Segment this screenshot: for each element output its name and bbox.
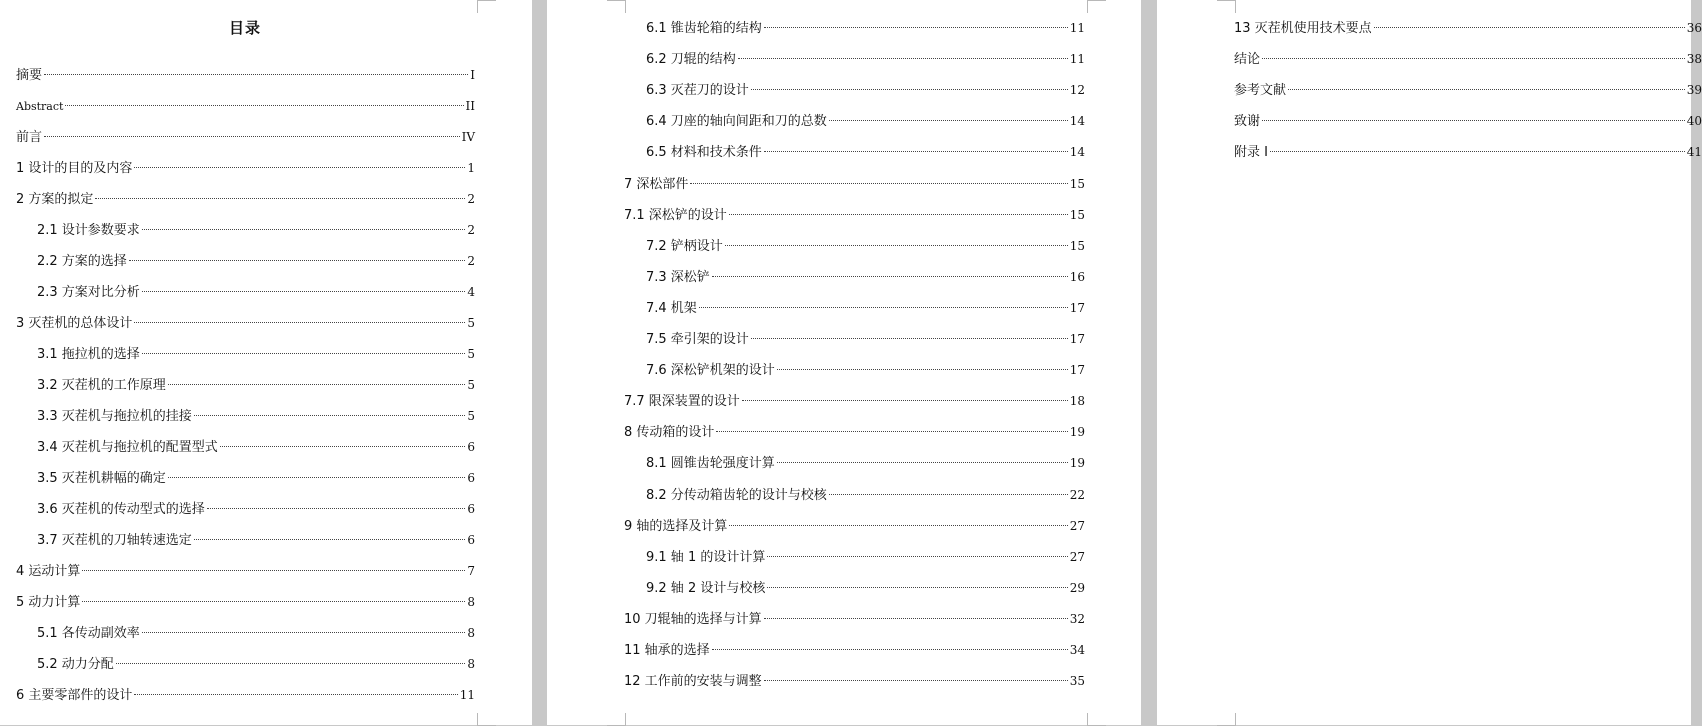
dot-leader bbox=[142, 229, 466, 230]
toc-entry[interactable] bbox=[646, 267, 1085, 287]
toc-entry[interactable] bbox=[624, 640, 1085, 660]
toc-entry-page-number: 5 bbox=[467, 378, 475, 392]
toc-entry-page-number: 19 bbox=[1069, 425, 1085, 439]
toc-entry[interactable] bbox=[646, 142, 1085, 162]
toc-entry[interactable] bbox=[37, 344, 475, 364]
toc-entry[interactable] bbox=[37, 220, 475, 240]
toc-entry-page-number: 39 bbox=[1686, 83, 1702, 97]
page-corner-mark bbox=[1217, 0, 1236, 13]
dot-leader bbox=[134, 167, 465, 168]
page-corner-mark bbox=[477, 713, 496, 726]
toc-entry-page-number: 1 bbox=[467, 161, 475, 175]
dot-leader bbox=[767, 556, 1067, 557]
dot-leader bbox=[65, 105, 463, 106]
toc-entry-label: 7 深松部件 bbox=[624, 177, 689, 192]
toc-entry-page-number: 19 bbox=[1069, 456, 1085, 470]
toc-entry[interactable] bbox=[624, 609, 1085, 629]
toc-entry[interactable] bbox=[646, 453, 1085, 473]
toc-entry-label: Abstract bbox=[16, 100, 64, 113]
toc-entry-label: 3.4 灭茬机与拖拉机的配置型式 bbox=[37, 440, 218, 455]
dot-leader bbox=[1288, 89, 1685, 90]
toc-entry-label: 8 传动箱的设计 bbox=[624, 425, 715, 440]
dot-leader bbox=[194, 415, 466, 416]
toc-entry-page-number: I bbox=[470, 68, 475, 82]
toc-entry-label: 3.2 灭茬机的工作原理 bbox=[37, 378, 166, 393]
toc-entry-label: 7.3 深松铲 bbox=[646, 270, 710, 285]
toc-entry-label: 6.3 灭茬刀的设计 bbox=[646, 83, 749, 98]
toc-entry-label: 7.1 深松铲的设计 bbox=[624, 208, 727, 223]
toc-entry[interactable] bbox=[1234, 80, 1702, 100]
toc-entry-page-number: 4 bbox=[467, 285, 475, 299]
toc-entry-page-number: 6 bbox=[467, 440, 475, 454]
toc-entry-page-number: 5 bbox=[467, 316, 475, 330]
toc-entry[interactable] bbox=[646, 329, 1085, 349]
toc-entry-label: 1 设计的目的及内容 bbox=[16, 161, 133, 176]
dot-leader bbox=[44, 136, 460, 137]
dot-leader bbox=[829, 494, 1068, 495]
toc-entry[interactable] bbox=[37, 499, 475, 519]
dot-leader bbox=[729, 214, 1068, 215]
dot-leader bbox=[699, 307, 1068, 308]
toc-entry-label: 10 刀辊轴的选择与计算 bbox=[624, 612, 762, 627]
toc-entry-page-number: 11 bbox=[1069, 52, 1085, 66]
toc-entry-page-number: 36 bbox=[1686, 21, 1702, 35]
document-page-2 bbox=[547, 0, 1141, 725]
toc-entry[interactable] bbox=[646, 485, 1085, 505]
toc-entry-label: 7.7 限深装置的设计 bbox=[624, 394, 740, 409]
page-corner-mark bbox=[1217, 713, 1236, 726]
toc-entry-page-number: 6 bbox=[467, 502, 475, 516]
toc-entry-label: 2.3 方案对比分析 bbox=[37, 285, 140, 300]
toc-entry-label: 7.4 机架 bbox=[646, 301, 697, 316]
dot-leader bbox=[712, 276, 1068, 277]
toc-entry[interactable] bbox=[646, 49, 1085, 69]
toc-entry-page-number: 34 bbox=[1069, 643, 1085, 657]
toc-entry[interactable] bbox=[624, 205, 1085, 225]
toc-entry-label: 结论 bbox=[1234, 52, 1261, 67]
dot-leader bbox=[95, 198, 465, 199]
toc-entry-label: 3.5 灭茬机耕幅的确定 bbox=[37, 471, 166, 486]
dot-leader bbox=[142, 291, 466, 292]
toc-entry-page-number: 11 bbox=[1069, 21, 1085, 35]
dot-leader bbox=[777, 369, 1068, 370]
dot-leader bbox=[116, 663, 466, 664]
toc-entry-label: 3.3 灭茬机与拖拉机的挂接 bbox=[37, 409, 192, 424]
page-corner-mark bbox=[607, 0, 626, 13]
dot-leader bbox=[767, 587, 1067, 588]
toc-entry-label: 5 动力计算 bbox=[16, 595, 81, 610]
toc-entry-label: 6 主要零部件的设计 bbox=[16, 688, 133, 703]
page-corner-mark bbox=[477, 0, 496, 13]
dot-leader bbox=[690, 183, 1067, 184]
dot-leader bbox=[129, 260, 466, 261]
toc-entry-page-number: 32 bbox=[1069, 612, 1085, 626]
toc-entry[interactable] bbox=[1234, 49, 1702, 69]
toc-entry-page-number: 38 bbox=[1686, 52, 1702, 66]
toc-entry-page-number: 15 bbox=[1069, 208, 1085, 222]
toc-entry-label: 参考文献 bbox=[1234, 83, 1287, 98]
toc-entry[interactable] bbox=[646, 360, 1085, 380]
toc-title: 目录 bbox=[228, 19, 261, 37]
page-corner-mark bbox=[1087, 713, 1106, 726]
toc-entry-page-number: 17 bbox=[1069, 332, 1085, 346]
dot-leader bbox=[142, 353, 466, 354]
dot-leader bbox=[764, 680, 1068, 681]
toc-entry[interactable] bbox=[37, 251, 475, 271]
toc-entry-label: 8.2 分传动箱齿轮的设计与校核 bbox=[646, 488, 827, 503]
toc-entry[interactable] bbox=[16, 96, 475, 116]
document-page-3 bbox=[1157, 0, 1702, 725]
toc-entry[interactable] bbox=[624, 174, 1085, 194]
toc-entry[interactable] bbox=[1234, 111, 1702, 131]
toc-entry-label: 2.2 方案的选择 bbox=[37, 254, 127, 269]
toc-entry-page-number: 2 bbox=[467, 254, 475, 268]
toc-entry-label: 6.1 锥齿轮箱的结构 bbox=[646, 21, 762, 36]
dot-leader bbox=[82, 570, 465, 571]
toc-entry-page-number: 17 bbox=[1069, 301, 1085, 315]
toc-entry-page-number: 15 bbox=[1069, 177, 1085, 191]
toc-entry-page-number: 27 bbox=[1069, 519, 1085, 533]
toc-entry[interactable] bbox=[646, 547, 1085, 567]
dot-leader bbox=[725, 245, 1068, 246]
toc-entry-page-number: 27 bbox=[1069, 550, 1085, 564]
toc-entry-page-number: 35 bbox=[1069, 674, 1085, 688]
toc-entry[interactable] bbox=[646, 80, 1085, 100]
toc-entry-label: 13 灭茬机使用技术要点 bbox=[1234, 21, 1372, 36]
dot-leader bbox=[764, 618, 1068, 619]
toc-entry[interactable] bbox=[16, 127, 475, 147]
toc-entry-label: 9.1 轴 1 的设计计算 bbox=[646, 550, 766, 565]
toc-entry-label: 7.6 深松铲机架的设计 bbox=[646, 363, 775, 378]
dot-leader bbox=[729, 525, 1067, 526]
toc-entry[interactable] bbox=[646, 18, 1085, 38]
dot-leader bbox=[142, 632, 466, 633]
toc-entry[interactable] bbox=[37, 375, 475, 395]
dot-leader bbox=[712, 649, 1068, 650]
dot-leader bbox=[134, 694, 457, 695]
toc-entry-page-number: 14 bbox=[1069, 114, 1085, 128]
toc-entry[interactable] bbox=[1234, 142, 1702, 162]
dot-leader bbox=[738, 58, 1068, 59]
page-corner-mark bbox=[1087, 0, 1106, 13]
toc-entry-page-number: 7 bbox=[467, 564, 475, 578]
toc-entry[interactable] bbox=[1234, 18, 1702, 38]
toc-entry-label: 6.2 刀辊的结构 bbox=[646, 52, 736, 67]
toc-entry[interactable] bbox=[624, 671, 1085, 691]
toc-entry-page-number: 8 bbox=[467, 626, 475, 640]
toc-entry-label: 7.5 牵引架的设计 bbox=[646, 332, 749, 347]
toc-entry-page-number: 14 bbox=[1069, 145, 1085, 159]
toc-entry-page-number: 15 bbox=[1069, 239, 1085, 253]
toc-entry[interactable] bbox=[646, 111, 1085, 131]
toc-entry-label: 附录 I bbox=[1234, 145, 1268, 160]
toc-entry-page-number: 5 bbox=[467, 409, 475, 423]
toc-entry-label: 11 轴承的选择 bbox=[624, 643, 710, 658]
toc-entry-label: 前言 bbox=[16, 130, 43, 145]
toc-entry-label: 2.1 设计参数要求 bbox=[37, 223, 140, 238]
toc-entry[interactable] bbox=[646, 578, 1085, 598]
toc-entry-page-number: 17 bbox=[1069, 363, 1085, 377]
toc-entry[interactable] bbox=[624, 422, 1085, 442]
toc-entry-page-number: 8 bbox=[467, 657, 475, 671]
dot-leader bbox=[751, 338, 1068, 339]
toc-entry-page-number: 16 bbox=[1069, 270, 1085, 284]
toc-entry[interactable] bbox=[37, 530, 475, 550]
toc-entry-page-number: 2 bbox=[467, 223, 475, 237]
toc-entry-page-number: 40 bbox=[1686, 114, 1702, 128]
dot-leader bbox=[777, 462, 1068, 463]
toc-entry-page-number: 6 bbox=[467, 533, 475, 547]
dot-leader bbox=[134, 322, 465, 323]
toc-entry-page-number: 41 bbox=[1686, 145, 1702, 159]
toc-entry[interactable] bbox=[37, 468, 475, 488]
toc-entry-label: 3.7 灭茬机的刀轴转速选定 bbox=[37, 533, 192, 548]
toc-entry-page-number: 5 bbox=[467, 347, 475, 361]
toc-entry[interactable] bbox=[16, 189, 475, 209]
toc-entry-label: 8.1 圆锥齿轮强度计算 bbox=[646, 456, 775, 471]
dot-leader bbox=[716, 431, 1067, 432]
toc-entry-label: 9.2 轴 2 设计与校核 bbox=[646, 581, 766, 596]
toc-entry-label: 9 轴的选择及计算 bbox=[624, 519, 728, 534]
toc-entry[interactable] bbox=[16, 65, 475, 85]
toc-entry[interactable] bbox=[646, 236, 1085, 256]
dot-leader bbox=[751, 89, 1068, 90]
dot-leader bbox=[1270, 151, 1685, 152]
toc-entry-page-number: 22 bbox=[1069, 488, 1085, 502]
document-page-1 bbox=[0, 0, 532, 725]
toc-entry[interactable] bbox=[646, 298, 1085, 318]
toc-entry-page-number: 6 bbox=[467, 471, 475, 485]
toc-entry[interactable] bbox=[16, 592, 475, 612]
dot-leader bbox=[168, 477, 466, 478]
toc-entry-label: 5.1 各传动副效率 bbox=[37, 626, 140, 641]
page-corner-mark bbox=[607, 713, 626, 726]
toc-entry-label: 12 工作前的安装与调整 bbox=[624, 674, 762, 689]
toc-entry-label: 摘要 bbox=[16, 68, 43, 83]
toc-entry-label: 2 方案的拟定 bbox=[16, 192, 94, 207]
toc-entry-page-number: 11 bbox=[459, 688, 475, 702]
toc-entry[interactable] bbox=[624, 516, 1085, 536]
toc-entry[interactable] bbox=[624, 391, 1085, 411]
toc-entry[interactable] bbox=[37, 282, 475, 302]
toc-entry-label: 3 灭茬机的总体设计 bbox=[16, 316, 133, 331]
toc-entry-label: 3.6 灭茬机的传动型式的选择 bbox=[37, 502, 205, 517]
dot-leader bbox=[764, 27, 1068, 28]
toc-entry-page-number: 18 bbox=[1069, 394, 1085, 408]
toc-entry-page-number: 12 bbox=[1069, 83, 1085, 97]
toc-entry-label: 5.2 动力分配 bbox=[37, 657, 114, 672]
toc-entry[interactable] bbox=[16, 685, 475, 705]
toc-entry[interactable] bbox=[37, 623, 475, 643]
toc-entry[interactable] bbox=[16, 313, 475, 333]
toc-entry-label: 6.4 刀座的轴向间距和刀的总数 bbox=[646, 114, 827, 129]
toc-entry-label: 3.1 拖拉机的选择 bbox=[37, 347, 140, 362]
dot-leader bbox=[742, 400, 1068, 401]
dot-leader bbox=[82, 601, 465, 602]
dot-leader bbox=[44, 74, 468, 75]
dot-leader bbox=[1262, 58, 1685, 59]
toc-entry-label: 致谢 bbox=[1234, 114, 1261, 129]
dot-leader bbox=[207, 508, 466, 509]
toc-entry-page-number: 29 bbox=[1069, 581, 1085, 595]
toc-entry-page-number: II bbox=[465, 99, 475, 113]
toc-entry-label: 6.5 材料和技术条件 bbox=[646, 145, 762, 160]
toc-entry[interactable] bbox=[37, 654, 475, 674]
toc-entry-label: 7.2 铲柄设计 bbox=[646, 239, 723, 254]
toc-entry-page-number: 8 bbox=[467, 595, 475, 609]
toc-entry-page-number: 2 bbox=[467, 192, 475, 206]
dot-leader bbox=[1374, 27, 1685, 28]
toc-entry-label: 4 运动计算 bbox=[16, 564, 81, 579]
toc-entry[interactable] bbox=[16, 158, 475, 178]
dot-leader bbox=[220, 446, 466, 447]
dot-leader bbox=[764, 151, 1068, 152]
dot-leader bbox=[168, 384, 466, 385]
toc-entry-page-number: IV bbox=[461, 130, 475, 144]
toc-entry[interactable] bbox=[37, 406, 475, 426]
dot-leader bbox=[1262, 120, 1685, 121]
toc-entry[interactable] bbox=[37, 437, 475, 457]
dot-leader bbox=[194, 539, 466, 540]
toc-entry[interactable] bbox=[16, 561, 475, 581]
dot-leader bbox=[829, 120, 1068, 121]
